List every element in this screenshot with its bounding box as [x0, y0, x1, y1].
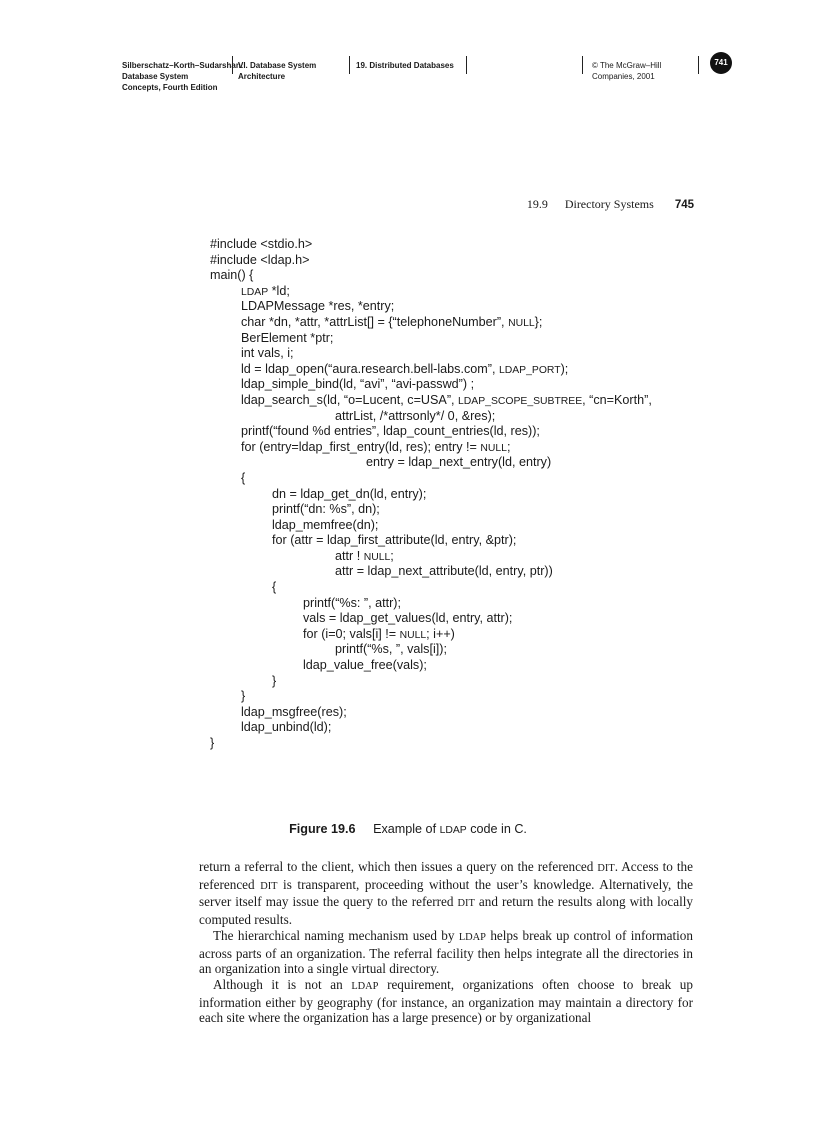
code-line: int vals, i; [241, 346, 294, 361]
header-divider [466, 56, 467, 74]
code-line: LDAP *ld; [241, 283, 290, 298]
code-line: attrList, /*attrsonly*/ 0, &res); [335, 408, 496, 423]
code-line: printf(“%s, ”, vals[i]); [335, 642, 447, 657]
header-publisher: © The McGraw–Hill Companies, 2001 [592, 61, 662, 81]
code-line: ldap_simple_bind(ld, “avi”, “avi-passwd”) ; [241, 377, 475, 392]
code-line: ldap_memfree(dn); [272, 517, 379, 532]
paragraph: The hierarchical naming mechanism used by LDAP helps break up control of information across parts of an organization. The referral facility then helps integrate all the directories in an organization into a single virtual directory. [199, 927, 693, 977]
code-line: attr ! NULL; [335, 548, 394, 563]
code-line: char *dn, *attr, *attrList[] = {“telephoneNumber”, NULL}; [241, 314, 543, 329]
code-line: #include <ldap.h> [210, 252, 310, 267]
header-authors: Silberschatz–Korth–Sudarshan: Database System Concepts, Fourth Edition [122, 61, 244, 92]
section-title: Directory Systems [564, 197, 654, 211]
figure-caption [0, 822, 816, 836]
code-line: { [241, 470, 246, 485]
code-line: #include <stdio.h> [210, 237, 313, 251]
body-text [199, 859, 693, 1026]
header-chapter: 19. Distributed Databases [356, 61, 454, 70]
code-line: } [210, 736, 215, 750]
code-line: for (i=0; vals[i] != NULL; i++) [303, 626, 455, 641]
code-line: BerElement *ptr; [241, 330, 334, 345]
code-line: ldap_search_s(ld, “o=Lucent, c=USA”, LDAP_SCOPE_SUBTREE, “cn=Korth”, [241, 392, 652, 407]
code-line: } [272, 673, 277, 688]
code-line: { [272, 580, 277, 595]
code-line: LDAPMessage *res, *entry; [241, 299, 395, 314]
code-line: vals = ldap_get_values(ld, entry, attr); [303, 611, 513, 626]
running-head [527, 197, 694, 212]
code-listing [210, 237, 730, 752]
code-line: printf(“dn: %s”, dn); [272, 502, 380, 517]
page-number-badge: 741 [710, 52, 732, 74]
code-line: ldap_unbind(ld); [241, 720, 332, 735]
header-part: VI. Database System Architecture [238, 61, 317, 81]
paragraph: Although it is not an LDAP requirement, organizations often choose to break up information either by geography (for instance, an organization may maintain a directory for each site where the organization has a large presence) or by organizational [199, 976, 693, 1026]
code-line: printf(“%s: ”, attr); [303, 595, 401, 610]
page-header [0, 56, 816, 116]
code-line: entry = ldap_next_entry(ld, entry) [366, 455, 552, 470]
code-line: printf(“found %d entries”, ldap_count_entries(ld, res)); [241, 424, 540, 439]
page-number: 745 [674, 199, 694, 211]
code-line: ldap_value_free(vals); [303, 658, 427, 673]
code-line: attr = ldap_next_attribute(ld, entry, ptr)) [335, 564, 553, 579]
header-divider [698, 56, 699, 74]
code-line: main() { [210, 268, 254, 283]
code-line: ld = ldap_open(“aura.research.bell-labs.com”, LDAP_PORT); [241, 361, 569, 376]
paragraph: return a referral to the client, which then issues a query on the referenced DIT. Access to the referenced DIT is transparent, proceeding without the user’s knowledge. Alternatively, the server itself may issue the query to the referred DIT and return the results along with locally computed results. [199, 859, 694, 928]
code-line: dn = ldap_get_dn(ld, entry); [272, 486, 427, 501]
figure-caption-text: Example of LDAP code in C. [373, 822, 527, 836]
code-line: } [241, 689, 246, 704]
code-line: for (attr = ldap_first_attribute(ld, entry, &ptr); [272, 533, 517, 548]
header-divider [349, 56, 350, 74]
code-line: ldap_msgfree(res); [241, 704, 347, 719]
code-line: for (entry=ldap_first_entry(ld, res); entry != NULL; [241, 439, 511, 454]
section-number: 19.9 [526, 197, 548, 211]
header-divider [582, 56, 583, 74]
figure-label: Figure 19.6 [289, 822, 356, 836]
